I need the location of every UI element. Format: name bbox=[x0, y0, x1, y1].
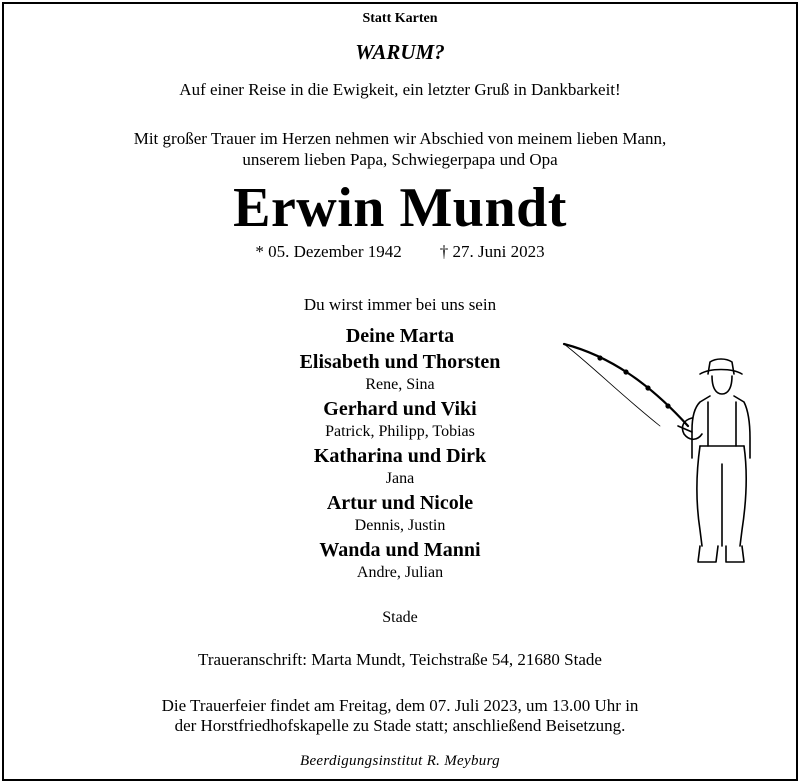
intro-line-2: unserem lieben Papa, Schwiegerpapa und Opa bbox=[242, 150, 558, 169]
funeral-institute: Beerdigungsinstitut R. Meyburg bbox=[300, 753, 500, 769]
funeral-info-line-1: Die Trauerfeier findet am Freitag, dem 07. Juli 2023, um 13.00 Uhr in bbox=[161, 696, 639, 715]
deceased-name: Erwin Mundt bbox=[233, 177, 567, 239]
family-names: Katharina und Dirk bbox=[313, 445, 487, 467]
family-names: Deine Marta bbox=[345, 325, 455, 347]
life-dates bbox=[4, 242, 796, 262]
birth-date: * 05. Dezember 1942 bbox=[255, 242, 402, 261]
intro-line-1: Mit großer Trauer im Herzen nehmen wir Abschied von meinem lieben Mann, bbox=[133, 129, 667, 148]
quote-text: Auf einer Reise in die Ewigkeit, ein letzter Gruß in Dankbarkeit! bbox=[179, 80, 621, 99]
fisherman-icon bbox=[560, 334, 760, 574]
family-children: Rene, Sina bbox=[365, 376, 435, 393]
farewell-text: Du wirst immer bei uns sein bbox=[303, 295, 497, 314]
family-names: Elisabeth und Thorsten bbox=[299, 351, 501, 373]
family-children: Jana bbox=[385, 470, 415, 487]
statt-karten-label: Statt Karten bbox=[362, 11, 438, 26]
family-names: Gerhard und Viki bbox=[323, 398, 477, 420]
funeral-info-line-2: der Horstfriedhofskapelle zu Stade statt; anschließend Beisetzung. bbox=[174, 716, 626, 735]
obituary-notice bbox=[2, 2, 798, 781]
warum-heading: WARUM? bbox=[355, 40, 445, 64]
mourning-address: Traueranschrift: Marta Mundt, Teichstraße 54, 21680 Stade bbox=[198, 650, 602, 669]
death-date: † 27. Juni 2023 bbox=[439, 242, 545, 261]
location-text: Stade bbox=[382, 609, 418, 626]
family-names: Artur und Nicole bbox=[326, 492, 474, 514]
family-names: Wanda und Manni bbox=[319, 539, 481, 561]
family-children: Andre, Julian bbox=[356, 564, 444, 581]
family-children: Patrick, Philipp, Tobias bbox=[325, 423, 475, 440]
family-children: Dennis, Justin bbox=[354, 517, 446, 534]
